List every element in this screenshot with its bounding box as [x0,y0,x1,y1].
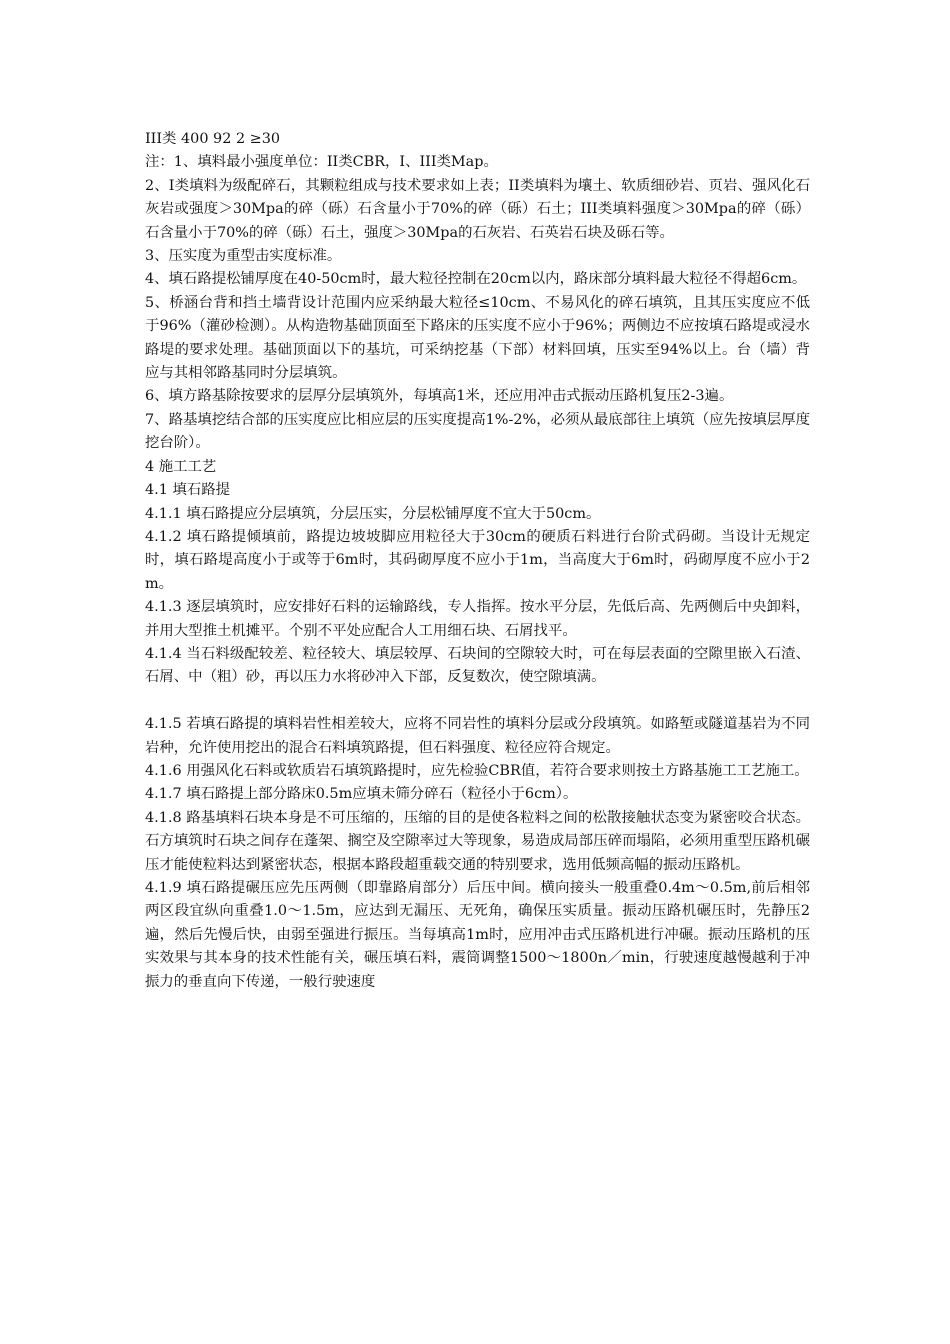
blank-line [145,690,810,713]
note-6: 6、填方路基除按要求的层厚分层填筑外，每填高1米，还应用冲击式振动压路机复压2-3遍。 [145,388,734,405]
clause-4-1-2: 4.1.2 填石路提倾填前，路提边坡坡脚应用粒径大于30cm的硬质石料进行台阶式码砌。当设计无规定时，填石路堤高度小于或等于6m时，其码砌厚度不应小于1m，当高度大于6m时，码砌厚度不应小于2m。 [145,528,810,592]
clause-4-1-5: 4.1.5 若填石路提的填料岩性相差较大，应将不同岩性的填料分层或分段填筑。如路堑或隧道基岩为不同岩种，允许使用挖出的混合石料填筑路提，但石料强度、粒径应符合规定。 [145,716,810,756]
note-4: 4、填石路提松铺厚度在40-50cm时，最大粒径控制在20cm以内，路床部分填料最大粒径不得超6cm。 [145,271,807,288]
table-row-class-iii: III类 400 92 2 ≥30 [145,131,281,147]
clause-4-1-4: 4.1.4 当石料级配较差、粒径较大、填层较厚、石块间的空隙较大时，可在每层表面的空隙里嵌入石渣、石屑、中（粗）砂，再以压力水将砂冲入下部，反复数次，使空隙填满。 [145,645,810,686]
note-2: 2、I类填料为级配碎石，其颗粒组成与技术要求如上表；II类填料为壤土、软质细砂岩、页岩、强风化石灰岩或强度＞30Mpa的碎（砾）石含量小于70%的碎（砾）石土；III类填料强度＞30Mpa的碎（砾）石含量小于70%的碎（砾）石土，强度＞30Mpa的石灰岩、石英岩石块及砾石等。 [145,177,810,241]
section-heading-4-1: 4.1 填石路提 [145,482,231,499]
document-page [145,128,810,994]
clause-4-1-8: 4.1.8 路基填料石块本身是不可压缩的，压缩的目的是使各粒料之间的松散接触状态变为紧密咬合状态。石方填筑时石块之间存在蓬架、搁空及空隙率过大等现象，易造成局部压碎而塌陷，必须用重型压路机碾压才能使粒料达到紧密状态，根据本路段超重载交通的特别要求，选用低频高幅的振动压路机。 [145,809,810,873]
note-7: 7、路基填挖结合部的压实度应比相应层的压实度提高1%-2%，必须从最底部往上填筑（应先按填层厚度挖台阶）。 [145,411,810,452]
clause-4-1-7: 4.1.7 填石路提上部分路床0.5m应填未筛分碎石（粒径小于6cm）。 [145,786,578,803]
clause-4-1-1: 4.1.1 填石路提应分层填筑，分层压实，分层松铺厚度不宜大于50cm。 [145,505,601,522]
note-1: 注：1、填料最小强度单位：II类CBR，I、III类Map。 [145,154,498,171]
note-5: 5、桥涵台背和挡土墙背设计范围内应采纳最大粒径≤10cm、不易风化的碎石填筑，且其压实度应不低于96%（灌砂检测）。从构造物基础顶面至下路床的压实度不应小于96%；两侧边不应按填石路堤或浸水路堤的要求处理。基础顶面以下的基坑，可采纳挖基（下部）材料回填，压实至94%以上。台（墙）背应与其相邻路基同时分层填筑。 [145,294,810,382]
note-3: 3、压实度为重型击实度标准。 [145,248,342,265]
clause-4-1-9: 4.1.9 填石路提碾压应先压两侧（即靠路肩部分）后压中间。横向接头一般重叠0.4m～0.5m,前后相邻两区段宜纵向重叠1.0～1.5m，应达到无漏压、无死角，确保压实质量。振动压路机碾压时，先静压2遍，然后先慢后快，由弱至强进行振压。当每填高1m时，应用冲击式压路机进行冲碾。振动压路机的压实效果与其本身的技术性能有关，碾压填石料，震筒调整1500～1800n／min，行驶速度越慢越利于冲振力的垂直向下传递，一般行驶速度 [145,879,810,990]
clause-4-1-6: 4.1.6 用强风化石料或软质岩石填筑路提时，应先检验CBR值，若符合要求则按土方路基施工工艺施工。 [145,762,809,779]
clause-4-1-3: 4.1.3 逐层填筑时，应安排好石料的运输路线，专人指挥。按水平分层，先低后高、先两侧后中央卸料，并用大型推土机摊平。个别不平处应配合人工用细石块、石屑找平。 [145,599,810,639]
section-heading-4: 4 施工工艺 [145,458,217,475]
